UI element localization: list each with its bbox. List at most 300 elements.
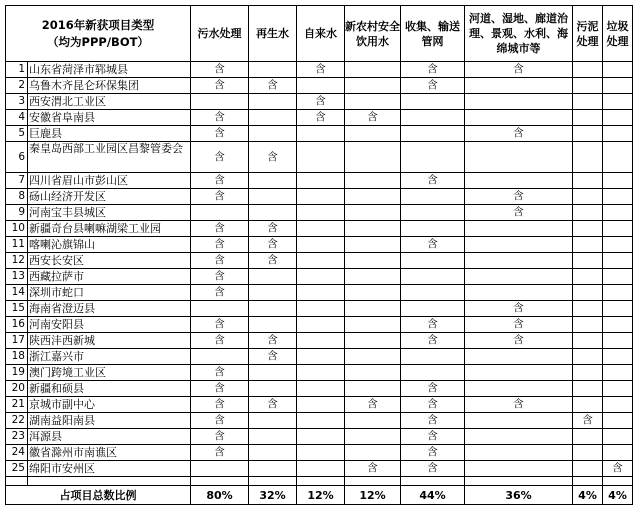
type-cell — [603, 317, 633, 333]
type-cell: 含 — [401, 429, 465, 445]
type-cell — [573, 365, 603, 381]
type-cell — [573, 397, 603, 413]
project-name: 深圳市蛇口 — [28, 285, 191, 301]
type-cell — [573, 253, 603, 269]
row-number: 8 — [6, 189, 28, 205]
total-row — [6, 486, 633, 505]
project-name: 河南安阳县 — [28, 317, 191, 333]
table-row — [6, 94, 633, 110]
row-number: 20 — [6, 381, 28, 397]
type-cell: 含 — [401, 461, 465, 477]
table-row — [6, 110, 633, 126]
type-cell — [297, 365, 345, 381]
type-cell — [249, 94, 297, 110]
type-cell — [345, 381, 401, 397]
type-cell — [249, 317, 297, 333]
row-number: 19 — [6, 365, 28, 381]
type-cell — [465, 110, 573, 126]
type-cell — [603, 269, 633, 285]
table-row — [6, 461, 633, 477]
table-row — [6, 237, 633, 253]
type-cell — [401, 110, 465, 126]
type-cell — [603, 429, 633, 445]
row-number: 7 — [6, 173, 28, 189]
type-cell: 含 — [401, 445, 465, 461]
type-cell — [573, 237, 603, 253]
type-cell — [297, 142, 345, 173]
type-cell — [297, 253, 345, 269]
project-name: 喀喇沁旗锦山 — [28, 237, 191, 253]
type-cell — [573, 429, 603, 445]
project-name: 洱源县 — [28, 429, 191, 445]
type-cell — [401, 94, 465, 110]
table-row — [6, 189, 633, 205]
type-cell: 含 — [249, 349, 297, 365]
type-cell — [573, 189, 603, 205]
type-cell — [573, 205, 603, 221]
type-cell — [345, 349, 401, 365]
type-cell: 含 — [345, 397, 401, 413]
type-cell — [603, 285, 633, 301]
column-header-garbage: 垃圾处理 — [603, 6, 633, 62]
type-cell — [297, 429, 345, 445]
type-cell: 含 — [191, 285, 249, 301]
table-row — [6, 221, 633, 237]
type-cell — [465, 381, 573, 397]
type-cell: 含 — [191, 269, 249, 285]
type-cell — [401, 269, 465, 285]
type-cell — [603, 381, 633, 397]
type-cell — [465, 237, 573, 253]
type-cell — [345, 413, 401, 429]
type-cell: 含 — [297, 62, 345, 78]
type-cell — [465, 285, 573, 301]
column-header-reclaimed-water: 再生水 — [249, 6, 297, 62]
type-cell — [297, 221, 345, 237]
type-cell — [249, 301, 297, 317]
type-cell: 含 — [191, 397, 249, 413]
total-percentage: 36% — [465, 486, 573, 505]
table-row — [6, 413, 633, 429]
type-cell: 含 — [249, 253, 297, 269]
type-cell — [297, 205, 345, 221]
type-cell — [345, 205, 401, 221]
project-type-table — [5, 5, 633, 505]
type-cell — [249, 445, 297, 461]
empty-cell — [401, 477, 465, 486]
type-cell: 含 — [297, 94, 345, 110]
project-name: 新疆和硕县 — [28, 381, 191, 397]
table-row — [6, 126, 633, 142]
type-cell — [297, 461, 345, 477]
total-percentage: 44% — [401, 486, 465, 505]
table-title — [6, 6, 191, 62]
type-cell — [603, 205, 633, 221]
type-cell: 含 — [249, 333, 297, 349]
type-cell — [249, 269, 297, 285]
header-row — [6, 6, 633, 62]
type-cell — [603, 349, 633, 365]
row-number: 3 — [6, 94, 28, 110]
type-cell: 含 — [465, 189, 573, 205]
type-cell — [465, 269, 573, 285]
type-cell: 含 — [465, 126, 573, 142]
type-cell: 含 — [465, 62, 573, 78]
type-cell — [465, 173, 573, 189]
type-cell: 含 — [191, 429, 249, 445]
type-cell — [345, 126, 401, 142]
type-cell — [249, 381, 297, 397]
row-number: 17 — [6, 333, 28, 349]
type-cell — [297, 381, 345, 397]
table-row — [6, 173, 633, 189]
column-header-river-governance: 河道、湿地、廊道治理、景观、水利、海绵城市等 — [465, 6, 573, 62]
empty-cell — [603, 477, 633, 486]
type-cell — [465, 429, 573, 445]
type-cell — [297, 126, 345, 142]
type-cell — [345, 173, 401, 189]
project-name: 山东省菏泽市郓城县 — [28, 62, 191, 78]
project-name: 徽省滁州市南谯区 — [28, 445, 191, 461]
type-cell: 含 — [249, 397, 297, 413]
type-cell: 含 — [249, 78, 297, 94]
total-percentage: 4% — [573, 486, 603, 505]
type-cell — [603, 237, 633, 253]
type-cell — [401, 142, 465, 173]
total-percentage: 12% — [297, 486, 345, 505]
row-number: 2 — [6, 78, 28, 94]
type-cell: 含 — [465, 301, 573, 317]
type-cell — [465, 413, 573, 429]
column-header-rural-drinking-water: 新农村安全饮用水 — [345, 6, 401, 62]
type-cell — [345, 333, 401, 349]
type-cell — [573, 269, 603, 285]
row-number: 4 — [6, 110, 28, 126]
row-number: 25 — [6, 461, 28, 477]
type-cell: 含 — [191, 142, 249, 173]
type-cell: 含 — [191, 333, 249, 349]
type-cell — [465, 365, 573, 381]
type-cell — [191, 94, 249, 110]
type-cell — [249, 365, 297, 381]
project-name: 京城市副中心 — [28, 397, 191, 413]
table-row — [6, 445, 633, 461]
type-cell — [249, 413, 297, 429]
type-cell — [573, 301, 603, 317]
type-cell — [401, 365, 465, 381]
type-cell — [345, 94, 401, 110]
type-cell — [345, 317, 401, 333]
type-cell — [603, 365, 633, 381]
type-cell — [297, 189, 345, 205]
type-cell — [603, 94, 633, 110]
type-cell — [401, 126, 465, 142]
total-percentage: 32% — [249, 486, 297, 505]
type-cell — [249, 285, 297, 301]
type-cell: 含 — [401, 381, 465, 397]
type-cell — [603, 397, 633, 413]
table-row — [6, 333, 633, 349]
type-cell: 含 — [191, 110, 249, 126]
project-name: 西安长安区 — [28, 253, 191, 269]
type-cell — [249, 429, 297, 445]
row-number: 1 — [6, 62, 28, 78]
row-number: 14 — [6, 285, 28, 301]
type-cell — [465, 253, 573, 269]
project-name: 陕西沣西新城 — [28, 333, 191, 349]
type-cell — [573, 173, 603, 189]
empty-cell — [28, 477, 191, 486]
project-name: 安徽省阜南县 — [28, 110, 191, 126]
empty-cell — [345, 477, 401, 486]
row-number: 18 — [6, 349, 28, 365]
type-cell — [603, 173, 633, 189]
project-name: 秦皇岛西部工业园区昌黎管委会 — [28, 142, 191, 173]
type-cell — [345, 62, 401, 78]
type-cell — [345, 285, 401, 301]
type-cell — [401, 349, 465, 365]
type-cell — [573, 126, 603, 142]
type-cell — [345, 253, 401, 269]
project-name: 新疆奇台县喇嘛湖梁工业园 — [28, 221, 191, 237]
type-cell — [573, 285, 603, 301]
type-cell — [401, 301, 465, 317]
column-header-tap-water: 自来水 — [297, 6, 345, 62]
type-cell — [297, 173, 345, 189]
project-name: 西藏拉萨市 — [28, 269, 191, 285]
type-cell — [191, 461, 249, 477]
type-cell — [603, 62, 633, 78]
table-title-line2: （均为PPP/BOT） — [47, 34, 149, 49]
total-percentage: 4% — [603, 486, 633, 505]
type-cell — [465, 461, 573, 477]
empty-cell — [6, 477, 28, 486]
project-name: 湖南益阳南县 — [28, 413, 191, 429]
type-cell: 含 — [191, 445, 249, 461]
type-cell: 含 — [191, 253, 249, 269]
table-container — [5, 5, 633, 505]
total-label: 占项目总数比例 — [6, 486, 191, 505]
type-cell: 含 — [345, 110, 401, 126]
type-cell — [297, 78, 345, 94]
table-row — [6, 62, 633, 78]
type-cell — [465, 142, 573, 173]
table-row — [6, 429, 633, 445]
type-cell — [297, 285, 345, 301]
type-cell — [345, 221, 401, 237]
empty-cell — [573, 477, 603, 486]
column-header-sludge: 污泥处理 — [573, 6, 603, 62]
type-cell: 含 — [401, 397, 465, 413]
type-cell — [573, 142, 603, 173]
type-cell — [603, 126, 633, 142]
project-name: 砀山经济开发区 — [28, 189, 191, 205]
project-name: 海南省澄迈县 — [28, 301, 191, 317]
table-row — [6, 142, 633, 173]
type-cell: 含 — [297, 110, 345, 126]
type-cell: 含 — [191, 317, 249, 333]
project-name: 浙江嘉兴市 — [28, 349, 191, 365]
table-row — [6, 365, 633, 381]
type-cell — [603, 301, 633, 317]
table-row — [6, 205, 633, 221]
project-name: 乌鲁木齐昆仑环保集团 — [28, 78, 191, 94]
type-cell — [297, 445, 345, 461]
project-name: 绵阳市安州区 — [28, 461, 191, 477]
type-cell — [465, 445, 573, 461]
type-cell — [297, 317, 345, 333]
column-header-pipe-network: 收集、输送管网 — [401, 6, 465, 62]
empty-cell — [249, 477, 297, 486]
table-row — [6, 78, 633, 94]
type-cell — [573, 461, 603, 477]
type-cell — [603, 333, 633, 349]
type-cell — [573, 110, 603, 126]
type-cell: 含 — [191, 173, 249, 189]
type-cell: 含 — [191, 126, 249, 142]
table-row — [6, 381, 633, 397]
type-cell: 含 — [191, 365, 249, 381]
type-cell — [345, 237, 401, 253]
type-cell: 含 — [465, 333, 573, 349]
type-cell — [345, 445, 401, 461]
type-cell — [297, 349, 345, 365]
type-cell — [603, 445, 633, 461]
type-cell — [297, 333, 345, 349]
type-cell — [345, 301, 401, 317]
type-cell: 含 — [345, 461, 401, 477]
type-cell — [573, 62, 603, 78]
type-cell: 含 — [465, 205, 573, 221]
type-cell — [573, 94, 603, 110]
empty-cell — [297, 477, 345, 486]
row-number: 16 — [6, 317, 28, 333]
project-name: 西安渭北工业区 — [28, 94, 191, 110]
empty-cell — [465, 477, 573, 486]
type-cell: 含 — [465, 317, 573, 333]
type-cell — [297, 269, 345, 285]
type-cell — [297, 301, 345, 317]
type-cell — [401, 189, 465, 205]
type-cell — [297, 397, 345, 413]
type-cell — [249, 461, 297, 477]
project-name: 巨鹿县 — [28, 126, 191, 142]
row-number: 9 — [6, 205, 28, 221]
type-cell — [191, 349, 249, 365]
type-cell: 含 — [191, 221, 249, 237]
type-cell: 含 — [191, 62, 249, 78]
total-percentage: 12% — [345, 486, 401, 505]
type-cell — [603, 253, 633, 269]
type-cell — [297, 237, 345, 253]
type-cell — [297, 413, 345, 429]
type-cell — [345, 189, 401, 205]
type-cell — [401, 221, 465, 237]
table-row — [6, 269, 633, 285]
type-cell — [249, 173, 297, 189]
table-body — [6, 62, 633, 505]
type-cell — [603, 189, 633, 205]
table-title-line1: 2016年新获项目类型 — [41, 17, 155, 32]
type-cell: 含 — [401, 413, 465, 429]
type-cell — [249, 205, 297, 221]
row-number: 6 — [6, 142, 28, 173]
type-cell — [603, 110, 633, 126]
type-cell: 含 — [401, 237, 465, 253]
type-cell: 含 — [249, 237, 297, 253]
type-cell — [249, 126, 297, 142]
type-cell — [465, 94, 573, 110]
project-name: 河南宝丰县城区 — [28, 205, 191, 221]
row-number: 12 — [6, 253, 28, 269]
total-percentage: 80% — [191, 486, 249, 505]
type-cell — [573, 381, 603, 397]
row-number: 24 — [6, 445, 28, 461]
row-number: 5 — [6, 126, 28, 142]
type-cell — [465, 221, 573, 237]
table-row — [6, 253, 633, 269]
type-cell: 含 — [401, 78, 465, 94]
type-cell — [465, 78, 573, 94]
type-cell — [249, 62, 297, 78]
type-cell — [401, 205, 465, 221]
type-cell — [345, 365, 401, 381]
type-cell — [573, 349, 603, 365]
type-cell — [345, 269, 401, 285]
row-number: 13 — [6, 269, 28, 285]
type-cell — [345, 142, 401, 173]
type-cell — [249, 189, 297, 205]
type-cell: 含 — [603, 461, 633, 477]
type-cell — [345, 429, 401, 445]
type-cell: 含 — [191, 189, 249, 205]
table-row — [6, 285, 633, 301]
row-number: 22 — [6, 413, 28, 429]
row-number: 11 — [6, 237, 28, 253]
type-cell — [603, 413, 633, 429]
type-cell — [573, 445, 603, 461]
type-cell — [603, 142, 633, 173]
type-cell: 含 — [191, 413, 249, 429]
type-cell: 含 — [191, 78, 249, 94]
row-number: 23 — [6, 429, 28, 445]
type-cell — [191, 301, 249, 317]
type-cell: 含 — [401, 173, 465, 189]
type-cell: 含 — [401, 62, 465, 78]
type-cell: 含 — [191, 381, 249, 397]
type-cell — [345, 78, 401, 94]
type-cell — [603, 221, 633, 237]
type-cell — [603, 78, 633, 94]
row-number: 10 — [6, 221, 28, 237]
table-row — [6, 397, 633, 413]
type-cell: 含 — [465, 397, 573, 413]
type-cell: 含 — [401, 317, 465, 333]
type-cell — [465, 349, 573, 365]
empty-cell — [191, 477, 249, 486]
column-header-sewage: 污水处理 — [191, 6, 249, 62]
type-cell — [191, 205, 249, 221]
type-cell — [573, 317, 603, 333]
table-row — [6, 349, 633, 365]
type-cell — [401, 285, 465, 301]
type-cell: 含 — [573, 413, 603, 429]
row-number: 21 — [6, 397, 28, 413]
type-cell: 含 — [249, 221, 297, 237]
type-cell — [573, 333, 603, 349]
type-cell — [573, 221, 603, 237]
type-cell: 含 — [401, 333, 465, 349]
